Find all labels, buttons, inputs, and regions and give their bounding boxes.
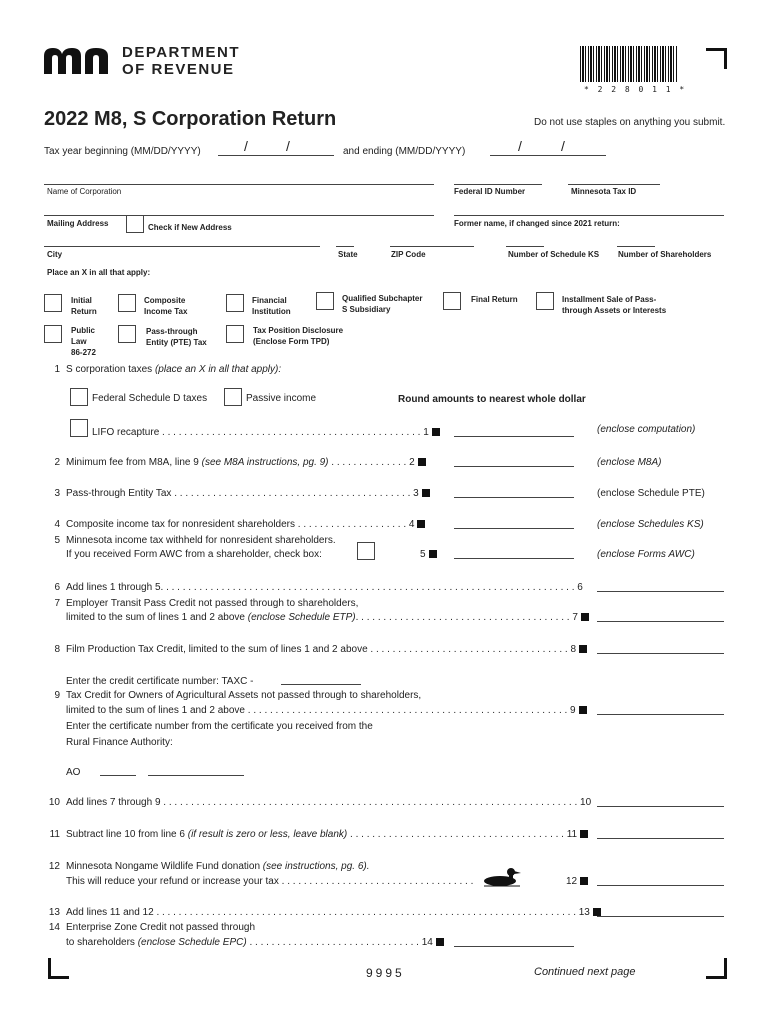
line-text: limited to the sum of lines 1 and 2 above . . . . . . . . . . . . . . . . . . . . . . . . . . . . . . . . . . . . . . . . . . . . . . . . . . . . . . . . . . 9	[66, 705, 576, 716]
line-12-amount[interactable]	[597, 885, 724, 886]
page-title: 2022 M8, S Corporation Return	[44, 108, 337, 130]
label-line: 86-272	[71, 348, 96, 357]
tax-year-ending-field[interactable]	[490, 155, 606, 156]
label-line: Return	[71, 307, 97, 316]
new-address-label: Check if New Address	[148, 223, 232, 232]
line-text: Add lines 11 and 12 . . . . . . . . . . . . . . . . . . . . . . . . . . . . . . . . . . . . . . . . . . . . . . . . . . . . . . . . . . . . . . . . . . . . . . . . . . . . 13	[66, 907, 590, 918]
line-6	[44, 582, 583, 593]
line-text: Minimum fee from M8A, line 9	[66, 457, 202, 468]
line-note: (see M8A instructions, pg. 9)	[201, 457, 329, 468]
zip-label: ZIP Code	[391, 250, 426, 259]
mn-logo-icon	[44, 48, 120, 74]
composite-checkbox[interactable]	[118, 294, 136, 312]
line-number: 3	[54, 488, 60, 499]
label-line: Composite	[144, 296, 186, 305]
label-line: Institution	[252, 307, 291, 316]
label-line: Pass-through	[146, 327, 198, 336]
dept-line2: OF REVENUE	[122, 61, 235, 78]
line-text: Minnesota Nongame Wildlife Fund donation	[66, 861, 263, 872]
loon-icon	[482, 866, 522, 893]
zip-field[interactable]	[390, 246, 474, 247]
barcode	[580, 46, 678, 82]
initial-return-checkbox[interactable]	[44, 294, 62, 312]
line-9	[44, 690, 421, 701]
slash: /	[244, 138, 248, 154]
continued-next-page: Continued next page	[534, 966, 636, 978]
name-of-corporation-field[interactable]	[44, 184, 434, 185]
line-5-label	[420, 549, 437, 560]
line-number: 7	[54, 598, 60, 609]
line-8	[44, 644, 587, 655]
label-line: Tax Position Disclosure	[253, 326, 344, 335]
line-text: LIFO recapture . . . . . . . . . . . . . . . . . . . . . . . . . . . . . . . . . . . . . . . . . . . . . . . 1	[92, 427, 429, 438]
state-label: State	[338, 250, 358, 259]
enclose-m8a: (enclose M8A)	[597, 457, 662, 468]
amount-marker	[418, 458, 426, 466]
label-line: Initial	[71, 296, 92, 305]
final-return-checkbox[interactable]	[443, 292, 461, 310]
line-text: limited to the sum of lines 1 and 2 above	[66, 612, 248, 623]
new-address-checkbox[interactable]	[126, 215, 144, 233]
line-13	[44, 907, 601, 918]
line-5	[44, 535, 336, 546]
line-2-amount[interactable]	[454, 466, 574, 467]
city-field[interactable]	[44, 246, 320, 247]
line-number: 14	[48, 922, 60, 933]
mailing-address-field[interactable]	[44, 215, 434, 216]
fed-schedule-d-checkbox[interactable]	[70, 388, 88, 406]
federal-id-field[interactable]	[454, 184, 542, 185]
label-line: Income Tax	[144, 307, 188, 316]
line-note: (if result is zero or less, leave blank)	[187, 829, 348, 840]
line-14	[44, 922, 255, 933]
line-text: S corporation taxes	[66, 364, 153, 375]
barcode-number: * 2 2 8 0 1 1 *	[584, 85, 687, 94]
amount-marker	[429, 550, 437, 558]
schedule-ks-label: Number of Schedule KS	[508, 250, 600, 259]
line-text: to shareholders	[66, 937, 138, 948]
mn-tax-id-label: Minnesota Tax ID	[571, 187, 637, 196]
amount-marker	[417, 520, 425, 528]
amount-marker	[580, 830, 588, 838]
ao-field-1[interactable]	[100, 775, 136, 776]
line-11-amount[interactable]	[597, 838, 724, 839]
qsub-checkbox[interactable]	[316, 292, 334, 310]
line-9-text3: Enter the certificate number from the certificate you received from the	[66, 721, 373, 732]
passive-income-label: Passive income	[246, 393, 317, 404]
line-number: 12	[48, 861, 60, 872]
schedule-ks-field[interactable]	[506, 246, 544, 247]
line-9-text2	[66, 705, 587, 716]
line-6-amount[interactable]	[597, 591, 724, 592]
installment-label	[562, 294, 666, 316]
line-dots: . . . . . . . . . . . . . . . . . . . . . . . . . . . . . . . 14	[246, 937, 433, 948]
amount-marker	[579, 645, 587, 653]
line-10	[44, 797, 591, 808]
name-of-corporation-label: Name of Corporation	[47, 187, 122, 196]
amount-marker	[436, 938, 444, 946]
corner-mark-top-right	[706, 48, 727, 69]
enclose-ks: (enclose Schedules KS)	[597, 519, 704, 530]
line-number: 1	[54, 364, 60, 375]
label-line: (Enclose Form TPD)	[253, 337, 330, 346]
fed-schedule-d-label: Federal Schedule D taxes	[92, 393, 208, 404]
mn-logo	[44, 48, 120, 79]
tax-year-ending-label: and ending (MM/DD/YYYY)	[343, 146, 466, 157]
public-law-label	[71, 325, 96, 358]
line-14-amount[interactable]	[454, 946, 574, 947]
line-note: (see instructions, pg. 6).	[262, 861, 370, 872]
line-12-label	[566, 876, 588, 887]
line-5-text2: If you received Form AWC from a shareholder, check box:	[66, 549, 322, 560]
taxc-label: Enter the credit certificate number: TAXC -	[66, 676, 254, 687]
enclose-computation: (enclose computation)	[597, 424, 696, 435]
lifo-line	[92, 427, 440, 438]
line-12	[44, 861, 370, 872]
line-label: 12	[566, 876, 578, 887]
line-7	[44, 598, 358, 609]
line-text: Add lines 1 through 5. . . . . . . . . . . . . . . . . . . . . . . . . . . . . . . . . . . . . . . . . . . . . . . . . . . . . . . . . . . . . . . . . . . . . . . . . . . 6	[66, 582, 583, 593]
slash: /	[286, 138, 290, 154]
line-number: 10	[48, 797, 60, 808]
line-3-amount[interactable]	[454, 497, 574, 498]
corner-mark-bottom-right	[706, 958, 727, 979]
line-10-amount[interactable]	[597, 806, 724, 807]
line-text: Add lines 7 through 9 . . . . . . . . . . . . . . . . . . . . . . . . . . . . . . . . . . . . . . . . . . . . . . . . . . . . . . . . . . . . . . . . . . . . . . . . . . . 10	[66, 797, 592, 808]
line-3	[44, 488, 430, 499]
line-number: 11	[49, 829, 60, 840]
line-1	[44, 364, 281, 375]
city-label: City	[47, 250, 63, 259]
line-text: Pass-through Entity Tax . . . . . . . . . . . . . . . . . . . . . . . . . . . . . . . . . . . . . . . . . . . 3	[66, 488, 419, 499]
label-line: Installment Sale of Pass-	[562, 295, 657, 304]
line-7-text2	[66, 612, 589, 623]
line-11	[44, 829, 588, 840]
former-name-label: Former name, if changed since 2021 return:	[454, 219, 620, 228]
line-text: Film Production Tax Credit, limited to the sum of lines 1 and 2 above . . . . . . . . . . . . . . . . . . . . . . . . . . . . . . . . . . . . 8	[66, 644, 577, 655]
amount-marker	[581, 613, 589, 621]
tax-position-checkbox[interactable]	[226, 325, 244, 343]
line-number: 8	[54, 644, 60, 655]
label-line: through Assets or Interests	[562, 306, 667, 315]
line-9-text4: Rural Finance Authority:	[66, 737, 173, 748]
line-13-amount[interactable]	[597, 916, 724, 917]
line-number: 5	[54, 535, 60, 546]
round-note: Round amounts to nearest whole dollar	[398, 394, 586, 405]
line-text: Employer Transit Pass Credit not passed through to shareholders,	[66, 598, 359, 609]
ao-field-2[interactable]	[148, 775, 244, 776]
slash: /	[518, 138, 522, 154]
enclose-pte: (enclose Schedule PTE)	[597, 488, 705, 499]
line-text: Tax Credit for Owners of Agricultural Assets not passed through to shareholders,	[66, 690, 422, 701]
enclose-awc: (enclose Forms AWC)	[597, 549, 695, 560]
mn-tax-id-field[interactable]	[568, 184, 660, 185]
shareholders-field[interactable]	[617, 246, 655, 247]
line-dots: . . . . . . . . . . . . . . . . . . . . . . . . . . . . . . . . . . . . . . . 7	[355, 612, 578, 623]
line-label: 5	[420, 549, 426, 560]
tax-year-beginning-label: Tax year beginning (MM/DD/YYYY)	[44, 146, 201, 157]
public-law-checkbox[interactable]	[44, 325, 62, 343]
line-number: 6	[54, 582, 60, 593]
form-code: 9995	[366, 966, 405, 980]
federal-id-label: Federal ID Number	[454, 187, 526, 196]
shareholders-label: Number of Shareholders	[618, 250, 712, 259]
amount-marker	[432, 428, 440, 436]
installment-checkbox[interactable]	[536, 292, 554, 310]
former-name-field[interactable]	[454, 215, 724, 216]
line-7-amount[interactable]	[597, 621, 724, 622]
line-12-text2: This will reduce your refund or increase your tax . . . . . . . . . . . . . . . . . . . . . . . . . . . . . . . . . . .	[66, 876, 474, 887]
state-field[interactable]	[336, 246, 354, 247]
line-note: (enclose Schedule ETP)	[247, 612, 356, 623]
apply-heading: Place an X in all that apply:	[47, 268, 151, 277]
line-number: 4	[54, 519, 60, 530]
line-text: Enterprise Zone Credit not passed through	[66, 922, 255, 933]
line-note: (place an X in all that apply):	[154, 364, 282, 375]
staples-note: Do not use staples on anything you submit.	[534, 117, 726, 128]
label-line: S Subsidiary	[342, 305, 391, 314]
passthrough-label	[146, 326, 207, 348]
initial-return-label	[71, 295, 97, 317]
passthrough-checkbox[interactable]	[118, 325, 136, 343]
corner-mark-bottom-left	[48, 958, 69, 979]
taxc-field[interactable]	[281, 684, 361, 685]
label-line: Law	[71, 337, 87, 346]
line-4-amount[interactable]	[454, 528, 574, 529]
composite-label	[144, 295, 187, 317]
label-line: Public	[71, 326, 96, 335]
line-dots: . . . . . . . . . . . . . . 2	[328, 457, 415, 468]
amount-marker	[422, 489, 430, 497]
financial-checkbox[interactable]	[226, 294, 244, 312]
line-5-amount[interactable]	[454, 558, 574, 559]
line-14-text2	[66, 937, 444, 948]
qsub-label	[342, 293, 422, 315]
tax-year-beginning-field[interactable]	[218, 155, 334, 156]
final-return-label: Final Return	[471, 295, 518, 304]
label-line: Entity (PTE) Tax	[146, 338, 207, 347]
line-9-amount[interactable]	[597, 714, 724, 715]
line-1-amount[interactable]	[454, 436, 574, 437]
tax-position-label	[253, 325, 343, 347]
amount-marker	[580, 877, 588, 885]
line-8-amount[interactable]	[597, 653, 724, 654]
amount-marker	[579, 706, 587, 714]
line-number: 2	[54, 457, 60, 468]
line-number: 13	[48, 907, 60, 918]
ao-label: AO	[66, 767, 81, 778]
dept-line1: DEPARTMENT	[122, 44, 241, 61]
line-text: Composite income tax for nonresident shareholders . . . . . . . . . . . . . . . . . . . . 4	[66, 519, 415, 530]
line-note: (enclose Schedule EPC)	[137, 937, 247, 948]
slash: /	[561, 138, 565, 154]
line-text: Minnesota income tax withheld for nonresident shareholders.	[66, 535, 336, 546]
line-dots: . . . . . . . . . . . . . . . . . . . . . . . . . . . . . . . . . . . . . . . 11	[347, 829, 578, 840]
label-line: Qualified Subchapter	[342, 294, 423, 303]
awc-checkbox[interactable]	[357, 542, 375, 560]
line-number: 9	[54, 690, 60, 701]
lifo-checkbox[interactable]	[70, 419, 88, 437]
mailing-address-label: Mailing Address	[47, 219, 109, 228]
line-text: Subtract line 10 from line 6	[66, 829, 188, 840]
label-line: Financial	[252, 296, 287, 305]
line-4	[44, 519, 425, 530]
passive-income-checkbox[interactable]	[224, 388, 242, 406]
financial-label	[252, 295, 291, 317]
line-2	[44, 457, 426, 468]
